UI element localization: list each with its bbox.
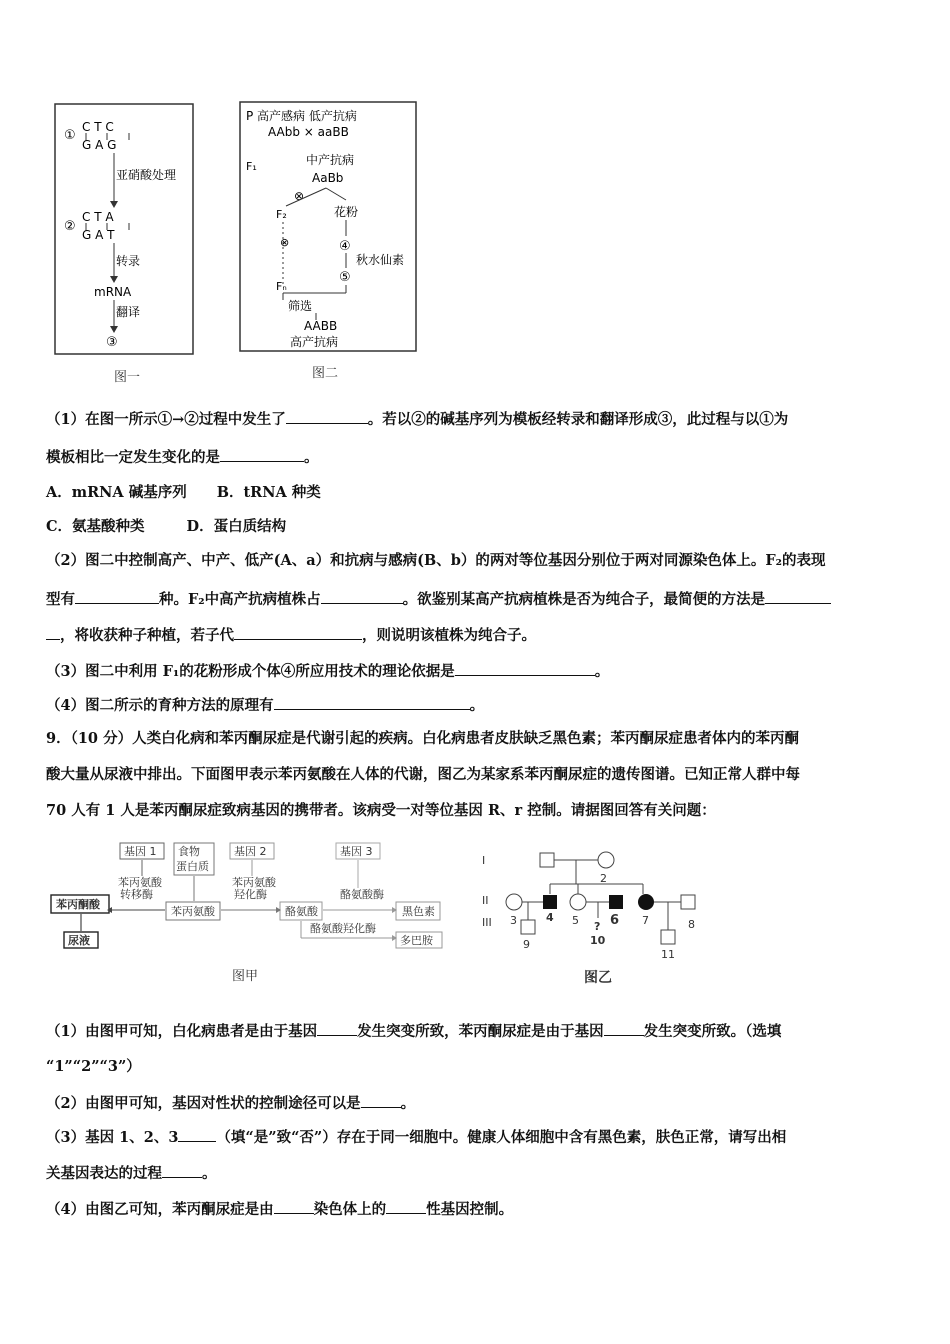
figure-b-caption: 图乙	[584, 970, 612, 986]
fig1-strand1-top: C T C	[82, 120, 114, 134]
figb-n9: 9	[523, 938, 530, 951]
fig2-self-symbol-2: ⊗	[280, 236, 290, 249]
fig2-result-geno: AABB	[304, 319, 338, 333]
figa-melanin: 黑色素	[402, 905, 435, 918]
fig2-screen: 筛选	[288, 299, 313, 313]
figb-n8: 8	[688, 918, 695, 931]
fig2-result-pheno: 高产抗病	[290, 335, 339, 349]
fig2-label-5: ⑤	[339, 270, 351, 285]
fig1-label-2: ②	[64, 219, 76, 234]
figa-enzyme1: 苯丙氨酸	[118, 876, 162, 889]
fig2-p-line: P 高产感病 低产抗病	[246, 109, 357, 123]
figure-1	[54, 103, 196, 358]
figb-n7: 7	[642, 914, 649, 927]
figb-unknown: ?	[594, 920, 601, 933]
fig1-label-1: ①	[64, 128, 76, 143]
fig2-fn-label: Fₙ	[276, 280, 287, 293]
figb-n3: 3	[510, 914, 517, 927]
q8-line-7: ，将收获种子种植，若子代 ，则说明该植株为纯合子。	[46, 625, 906, 646]
q9-intro-3: 70 人有 1 人是苯丙酮尿症致病基因的携带者。该病受一对等位基因 R、r 控制。请据图回答有关问题：	[46, 802, 716, 819]
figa-enzyme3: 酪氨酸酶	[340, 888, 384, 901]
figure-a	[48, 840, 448, 950]
figure-1-caption: 图一	[114, 370, 141, 385]
q9-a1-line-1: （1）由图甲可知，白化病患者是由于基因 发生突变所致，苯丙酮尿症是由于基因 发生突变所致。（选填	[46, 1023, 782, 1040]
figure-2-caption: 图二	[312, 366, 339, 381]
figa-tyr: 酪氨酸	[285, 905, 318, 918]
fig1-strand2-top: C T A	[82, 210, 114, 224]
figb-n5: 5	[572, 914, 579, 927]
q8-line-2: 模板相比一定发生变化的是 。	[46, 449, 319, 466]
figa-enzyme1b: 转移酶	[120, 888, 153, 901]
figa-urine: 尿液	[68, 934, 90, 947]
fig2-pollen: 花粉	[334, 205, 359, 219]
fig2-f1-label: F₁	[246, 160, 257, 173]
fig2-label-4: ④	[339, 239, 351, 254]
figa-gene2: 基因 2	[234, 845, 267, 858]
figure-a-caption: 图甲	[232, 969, 259, 984]
figb-n10: 10	[590, 934, 606, 947]
figa-enzyme4: 酪氨酸羟化酶	[310, 922, 376, 935]
figa-enzyme2b: 羟化酶	[234, 888, 267, 901]
fig2-f1-pheno: 中产抗病	[306, 153, 355, 167]
figa-pku-acid: 苯丙酮酸	[56, 898, 100, 911]
q8-options-ab: A．mRNA 碱基序列 B．tRNA 种类	[46, 484, 321, 501]
fig1-strand1-bottom: G A G	[82, 138, 117, 152]
figb-n4: 4	[546, 911, 554, 924]
fig1-mrna: mRNA	[94, 285, 132, 299]
fig1-step-translate: 翻译	[116, 305, 141, 319]
q8-options-cd: C．氨基酸种类 D．蛋白质结构	[46, 518, 287, 535]
q9-a3-line-1: （3）基因 1、2、3 （填“是”致“否”）存在于同一细胞中。健康人体细胞中含有黑色素，肤色正常，请写出相	[46, 1129, 787, 1146]
fig1-strand2-bottom: G A T	[82, 228, 115, 242]
q9-a1-line-2: “1”“2”“3”）	[46, 1058, 141, 1075]
figure-2	[236, 100, 420, 356]
fig2-self-symbol-1: ⊗	[294, 189, 305, 203]
fig2-f2-label: F₂	[276, 208, 287, 221]
q8-line-8: （3）图二中利用 F₁的花粉形成个体④所应用技术的理论依据是 。	[46, 663, 610, 680]
figa-phe: 苯丙氨酸	[171, 905, 215, 918]
q9-intro-1: 9．（10 分）人类白化病和苯丙酮尿症是代谢引起的疾病。白化病患者皮肤缺乏黑色素；苯丙酮尿症患者体内的苯丙酮	[46, 730, 800, 747]
q9-intro-2: 酸大量从尿液中排出。下面图甲表示苯丙氨酸在人体的代谢，图乙为某家系苯丙酮尿症的遗传图谱。已知正常人群中每	[46, 766, 800, 783]
figa-food2: 蛋白质	[176, 860, 209, 873]
figa-gene3: 基因 3	[340, 845, 373, 858]
fig1-step-nitrous: 亚硝酸处理	[116, 168, 177, 182]
figa-dopamine: 多巴胺	[400, 934, 433, 947]
figb-gen-1: I	[482, 854, 486, 867]
fig2-f1-geno: AaBb	[312, 171, 344, 185]
q8-line-5: （2）图二中控制高产、中产、低产(A、a）和抗病与感病(B、b）的两对等位基因分别位于两对同源染色体上。F₂的表现	[46, 552, 826, 569]
figb-n6: 6	[610, 913, 620, 928]
figa-gene1: 基因 1	[124, 845, 157, 858]
figa-food: 食物	[178, 845, 200, 858]
q8-line-9: （4）图二所示的育种方法的原理有 。	[46, 697, 485, 714]
fig1-step-transcribe: 转录	[116, 254, 141, 268]
fig2-colchicine: 秋水仙素	[356, 253, 405, 267]
figb-n11: 11	[661, 948, 675, 961]
q9-a4: （4）由图乙可知，苯丙酮尿症是由 染色体上的 性基因控制。	[46, 1201, 514, 1218]
q9-a3-line-2: 关基因表达的过程 。	[46, 1165, 217, 1182]
figb-gen-3: III	[482, 916, 492, 929]
q9-a2: （2）由图甲可知，基因对性状的控制途径可以是 。	[46, 1095, 416, 1112]
q8-line-1: （1）在图一所示①→②过程中发生了 。若以②的碱基序列为模板经转录和翻译形成③，此过程与以①为	[46, 411, 789, 428]
fig2-p-genotypes: AAbb × aaBB	[268, 125, 349, 139]
q8-line-6: 型有 种。F₂中高产抗病植株占 。欲鉴别某高产抗病植株是否为纯合子，最简便的方法是	[46, 589, 906, 610]
figb-n2: 2	[600, 872, 607, 885]
figb-gen-2: II	[482, 894, 489, 907]
figa-enzyme2: 苯丙氨酸	[232, 876, 276, 889]
figure-b	[478, 848, 708, 988]
fig1-label-3: ③	[106, 335, 118, 350]
